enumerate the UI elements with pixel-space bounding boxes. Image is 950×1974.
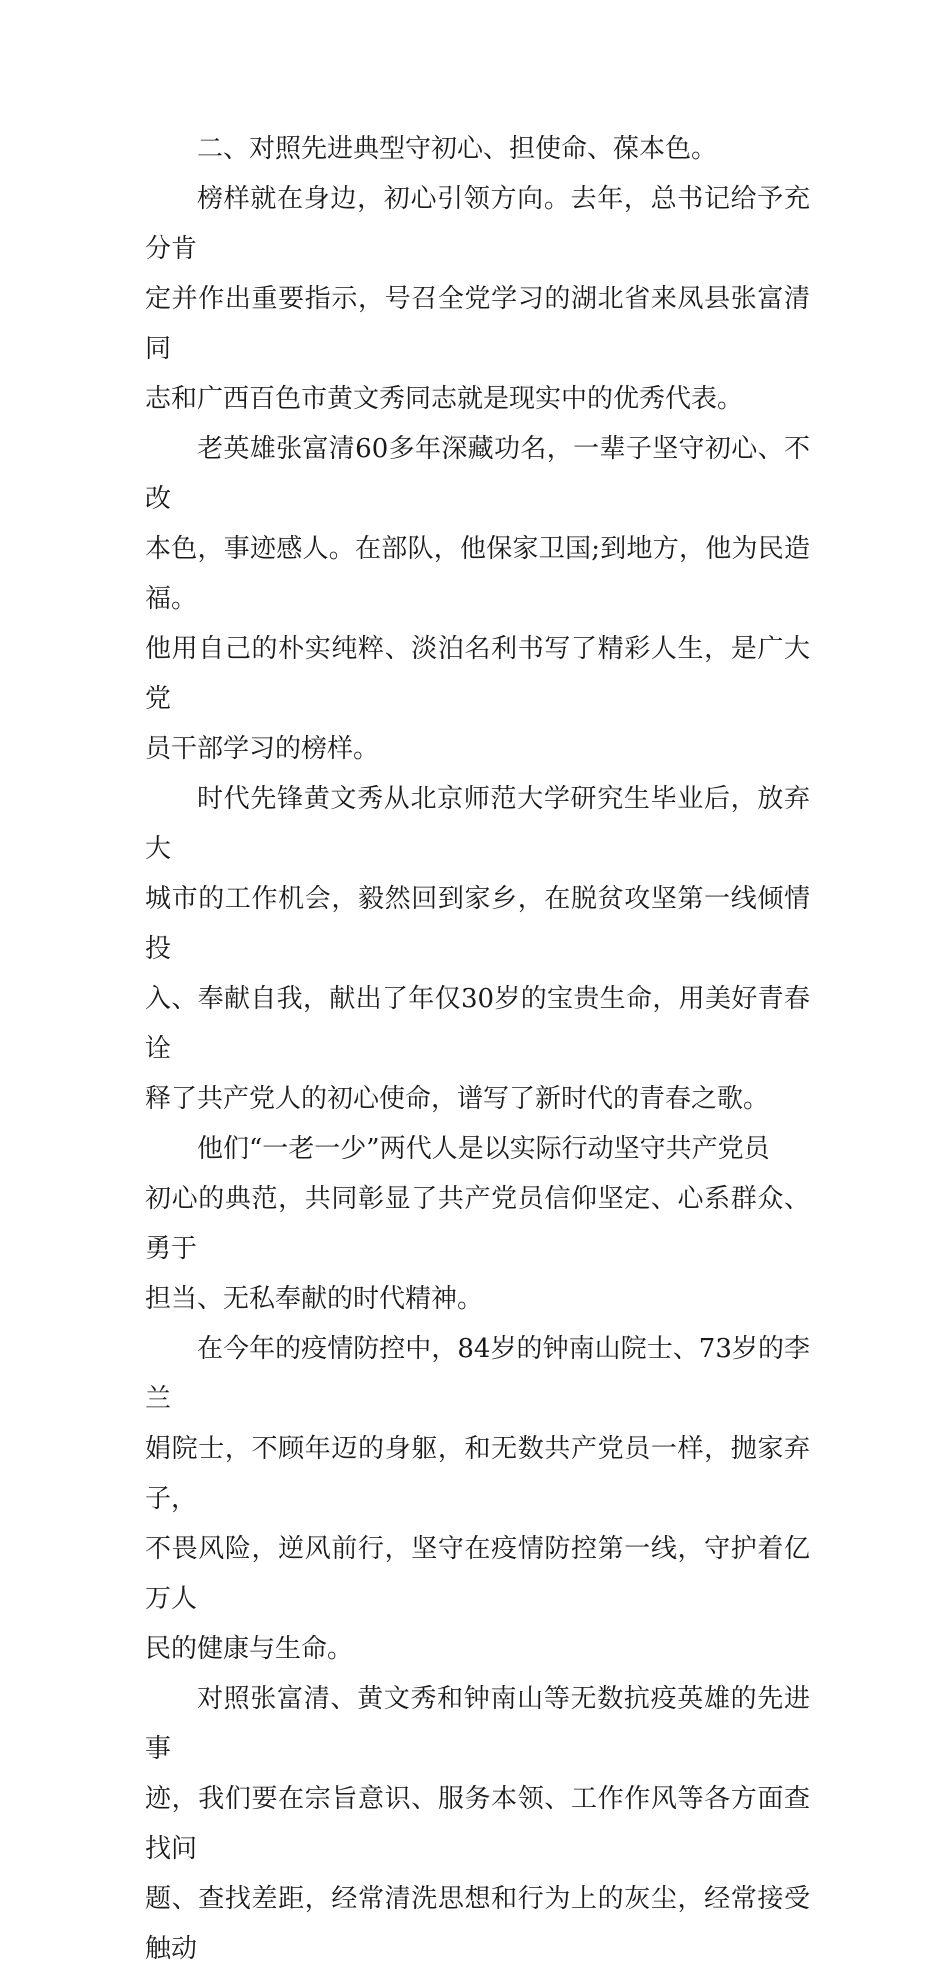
paragraph: 在今年的疫情防控中，84岁的钟南山院士、73岁的李兰 娟院士，不顾年迈的身躯，和无数共产党员一样，抛家弃子， 不畏风险，逆风前行，坚守在疫情防控第一线，守护着亿万人 民的健康与生命。 bbox=[145, 1334, 810, 1664]
document-body bbox=[145, 124, 810, 1974]
paragraph: 时代先锋黄文秀从北京师范大学研究生毕业后，放弃大 城市的工作机会，毅然回到家乡，在脱贫攻坚第一线倾情投 入、奉献自我，献出了年仅30岁的宝贵生命，用美好青春诠 释了共产党人的初心使命，谱写了新时代的青春之歌。 bbox=[145, 784, 810, 1114]
paragraph-heading: 二、对照先进典型守初心、担使命、葆本色。 bbox=[197, 134, 718, 164]
paragraph: 他们“一老一少”两代人是以实际行动坚守共产党员 初心的典范，共同彰显了共产党员信仰坚定、心系群众、勇于 担当、无私奉献的时代精神。 bbox=[145, 1134, 810, 1314]
paragraph: 榜样就在身边，初心引领方向。去年，总书记给予充分肯 定并作出重要指示，号召全党学习的湖北省来凤县张富清同 志和广西百色市黄文秀同志就是现实中的优秀代表。 bbox=[145, 184, 810, 414]
paragraph: 老英雄张富清60多年深藏功名，一辈子坚守初心、不改 本色，事迹感人。在部队，他保家卫国;到地方，他为民造福。 他用自己的朴实纯粹、淡泊名利书写了精彩人生，是广大党 员干部学习的榜样。 bbox=[145, 434, 810, 764]
paragraph: 对照张富清、黄文秀和钟南山等无数抗疫英雄的先进事 迹，我们要在宗旨意识、服务本领、工作作风等各方面查找问 题、查找差距，经常清洗思想和行为上的灰尘，经常接受触动 bbox=[145, 1684, 810, 1964]
